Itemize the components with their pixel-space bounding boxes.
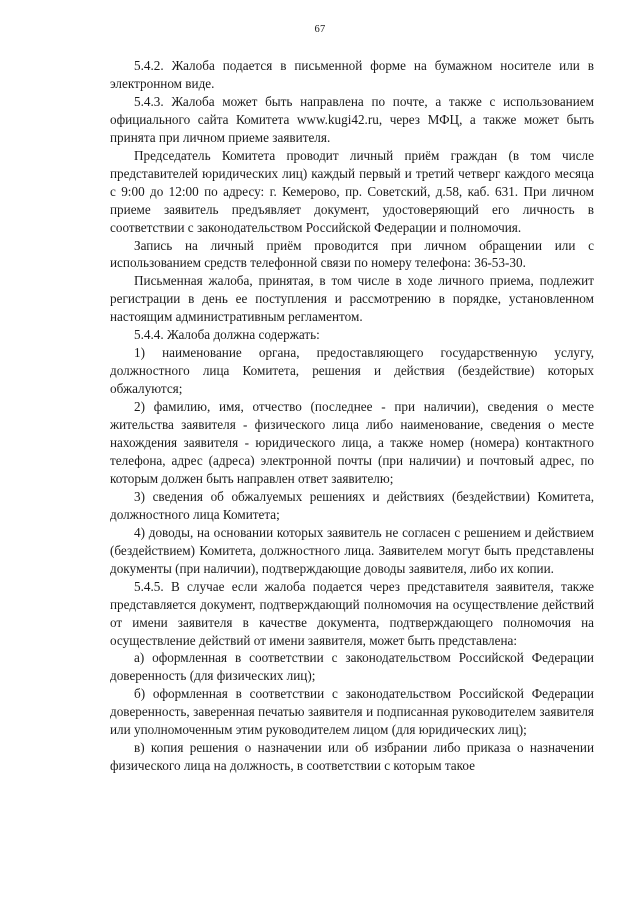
list-item-1: 1) наименование органа, предоставляющего государственную услугу, должностного лица Комитета, решения и действия (бездействие) которых обжалуются; [110, 345, 594, 397]
paragraph-5-4-2: 5.4.2. Жалоба подается в письменной форме на бумажном носителе или в электронном виде. [110, 58, 594, 91]
list-item-3: 3) сведения об обжалуемых решениях и действиях (бездействии) Комитета, должностного лица Комитета; [110, 488, 594, 522]
document-body [110, 57, 594, 775]
paragraph-reception-booking: Запись на личный приём проводится при личном обращении или с использованием средств телефонной связи по номеру телефона: 36-53-30. [110, 237, 594, 271]
list-item-b: б) оформленная в соответствии с законодательством Российской Федерации доверенность, заверенная печатью заявителя и подписанная руководителем заявителя или уполномоченным этим руководителем лицом (для юридических лиц); [110, 686, 594, 738]
paragraph-5-4-4: 5.4.4. Жалоба должна содержать: [134, 327, 320, 343]
list-item-v: в) копия решения о назначении или об избрании либо приказа о назначении физического лица на должность, в соответствии с которым такое [110, 740, 594, 774]
paragraph-5-4-5: 5.4.5. В случае если жалоба подается через представителя заявителя, также представляется документ, подтверждающий полномочия на осуществление действий от имени заявителя в качестве документа, подтверждающего полномочия на осуществление действий от имени заявителя, может быть представлена: [110, 578, 594, 648]
paragraph-5-4-3: 5.4.3. Жалоба может быть направлена по почте, а также с использованием официального сайта Комитета www.kugi42.ru, через МФЦ, а также может быть принята при личном приеме заявителя. [110, 93, 594, 145]
list-item-4: 4) доводы, на основании которых заявитель не согласен с решением и действием (бездействием) Комитета, должностного лица. Заявителем могут быть представлены документы (при наличии), подтверждающие доводы заявителя, либо их копии. [110, 524, 594, 576]
list-item-a: а) оформленная в соответствии с законодательством Российской Федерации доверенность (для физических лиц); [110, 650, 594, 684]
paragraph-written-complaint: Письменная жалоба, принятая, в том числе в ходе личного приема, подлежит регистрации в день ее поступления и рассмотрению в порядке, установленном настоящим административным регламентом. [110, 273, 594, 325]
page-number: 67 [314, 24, 326, 35]
list-item-2: 2) фамилию, имя, отчество (последнее - при наличии), сведения о месте жительства заявителя - физического лица либо наименование, сведения о месте нахождения заявителя - юридического лица, а также номер (номера) контактного телефона, адрес (адреса) электронной почты (при наличии) и почтовый адрес, по которым должен быть направлен ответ заявителю; [110, 399, 594, 486]
paragraph-personal-reception: Председатель Комитета проводит личный приём граждан (в том числе представителей юридических лиц) каждый первый и третий четверг каждого месяца с 9:00 до 12:00 по адресу: г. Кемерово, пр. Советский, д.58, каб. 631. При личном приеме заявитель предъявляет документ, удостоверяющий его личность в соответствии с законодательством Российской Федерации и полномочия. [110, 147, 594, 235]
